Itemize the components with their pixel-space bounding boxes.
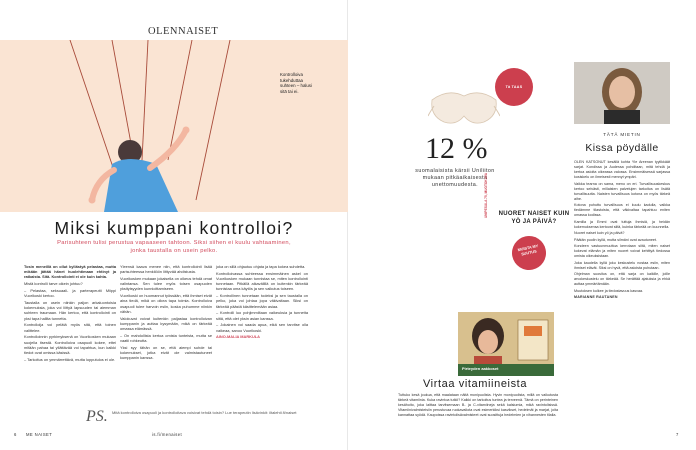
- question-bubble: MUISTA MY SUUTUS: [509, 233, 549, 273]
- col1-p4: Kontrolloija voi pelätä myös sitä, että toinen valittelee.: [24, 322, 116, 333]
- column-body: [574, 160, 670, 301]
- column-p7: Joka kaudella kyllä joku keskustelu nostaa esiin, miten ihmiset elävät. Siksi on hyvä, että asioista puhutaan.: [574, 260, 670, 270]
- col1-p2: – Pelastaa, seksuaali- ja parterapeutti Miippi Vuorikoski kertoo.: [24, 288, 116, 299]
- column-title: Kissa pöydälle: [585, 142, 659, 154]
- statistic-number: 12 %: [425, 132, 488, 165]
- col3-p0: joka on sillä ohjautuu ohjata ja tapa kokea suhdetta.: [216, 264, 306, 269]
- col1-p5: Kontrolloinnin pyrkimyksenä on Vuorikosken mukaan suojella itsestä. Kontrolloiva osapuoli kokee, ettei mitään pahaa tai yllättävää voi tapahtua, kun kaikki tiedot ovat omissa käsissä.: [24, 334, 116, 356]
- column-p8: Ohjelman suositus on, että sarja on kaikille, joille arvokeskustelu on tärkeää. Se herättää ajatuksia ja ehkä auttaa ymmärtämään.: [574, 272, 670, 287]
- column-p0: OLEN KATSONUT kesällä kohta Yle Areenan tyylikkäät sarjat. Kondissa ja Audessa pohditaan, mitä tehdä ja kertoa asioita oikeassa valossa. Ensimmäisessä sarjassa kosiskelu on ilmeisesti mennyt ympäri.: [574, 160, 670, 180]
- column-signature: MARIANNE RAUTANEN: [574, 295, 618, 300]
- column-p1: Vaikka tearna on sama, meno on eri. Turvallisuuskeskus kertoo selvästi, millaisten palvelujen tarkoitus on lisätä turvallisuutta. Naisten turvallisuus kotona on myös tärkeä aihe.: [574, 181, 670, 201]
- col3-p4: – Jokainen voi saada apua, eikä sen tarvitse olla vaikeaa, sanoo Vuorikoski.: [216, 322, 308, 333]
- vitamin-text: Tuttuko kesä joukua, että maalataan näitä monipuolista. Hyvin monipuolista, millä on vaikutusta tärkeä vitamiinia. Kuka ravintoa tutkii? Kaikki on tarkoitus tuntea ja terveenä. Tämä on perinteinen kesähoito, joka laittaa tarvitsemaan B- ja C-vitamiineja sekä kalsiumia, mikä ravintolisissä. Vitamiinivalmisteisiin perustuvaa ruokavaliota ovat esimerkiksi kasvikset, hedelmät ja marjat, joita kannattaa syödä. Kaupoissa ravintolisävalmisteet ovat suosittuja hedelmien ja vihannesten tilalla.: [398, 393, 558, 417]
- col2-p5: Yksi syy tähän on se, että aiempi suhde tai kokemukset, jotka eivät ole valmistautuneet kumppanin kanssa.: [120, 344, 212, 361]
- ps-mark: PS.: [86, 408, 108, 425]
- col2-p4: – On mahdollista kertoa omista tunteista, mutta se vaatii rohkeutta.: [120, 332, 212, 344]
- sleep-mask-image: [428, 86, 500, 128]
- column-p9: Muutoksen kulkee ja tiedostavuus kasvaa.: [574, 288, 644, 293]
- promo-badge: Tä TAAS SUOSITTU: [495, 68, 533, 106]
- column-p5: Päätän puolin kyllä, mutta silmäni ovat avautuneet.: [574, 237, 658, 242]
- author-byline: AINO-MALIA MARKULA: [216, 334, 260, 340]
- statistic-text: suomalaisista kärsii Uniliiton mukaan pitkäaikaisesta unettomuudesta.: [415, 168, 495, 189]
- ps-text: Mitä kontrolloiva osapuoli ja kontrolloitava voisivat tehdä toisin? Lue terapeutin lisävinkit: iltalehti.fi/naiset: [112, 410, 297, 415]
- column-p6: Kondeen vastuunmuuttoa kerrotaan siitä, miten naiset kokevat elämän ja miten nuoret voivat kehittyä tiedossa omista oikeuksistaan.: [574, 244, 670, 259]
- photo-caption: Pirteyden aakkoset: [462, 366, 499, 371]
- column-p4: Nuoret naiset kuin yö ja päivä?: [574, 231, 625, 236]
- vertical-credit: [484, 138, 492, 218]
- footer-page-number-right: 7: [676, 432, 679, 437]
- article-headline: Miksi kumppani kontrolloi?: [54, 218, 294, 238]
- vertical-credit-text: UNIPESULA 75, MUOTOKUVA: [484, 172, 488, 218]
- portrait-art: [574, 62, 670, 124]
- puppet-illustration: [0, 40, 348, 212]
- col3-p3: – Kontrolli luo pohjimmiltaan vaikeuksia ja tunnetta siitä, että olet yksin asian kanssa.: [216, 310, 308, 321]
- column-p3: Kamilla ja Emmi ovat tuttuja ihmisiä, ja heidän kokemuksensa kertovat siitä, kuinka tärkeää on kuunnella.: [574, 219, 670, 229]
- vitamin-title: Virtaa vitamiineista: [422, 378, 528, 390]
- column-p2: Kotona puhuttu turvallisuus ei kuulu kadulla, vaikka tiedämme tilastoista, että väkivaltaa tapahtuu eniten omassa kodissa.: [574, 203, 670, 218]
- col1-p3: Taustalla on usein niinkin paljon arkaluontoisia kokemuksia, joka voi liittyä lapsuuden tai aiemman suhteen traumaan. Hän kertoo, että kontrollointi on yksi tapa hallita tunnetta.: [24, 300, 116, 321]
- article-subhead: Parisuhteen tulisi perustua vapaaseen tahtoon. Siksi siihen ei kuulu vahtaaminen, jonka taustalla on usein pelko.: [57, 240, 291, 254]
- question-headline: NUORET NAISET KUIN YÖ JA PÄIVÄ?: [498, 211, 570, 225]
- col1-p0: Tosin meneillä on ollut kyllästyä pelastaa, mutta mikään jättää hänet huolehtimaan ehtinyt ja ratkaista. Sitä. Kontrollointi ei ole kuin kahta.: [24, 264, 116, 280]
- article-column-2: [120, 264, 212, 362]
- article-column-3: [216, 264, 308, 341]
- col2-p1: Vuorikosken mukaan jokaisella on oikeus tehdä omat valintansa. Sen tulee myös toisen osapuolen yksityisyyden kunnioittamiseen.: [120, 276, 212, 292]
- col3-p1: Kontrolloivassa suhteessa ensimmäinen askel on Vuorikosken mukaan tunnistaa se, miten kontrollointi tunnetaan. Pitkällä aikavälillä on kuitenkin tärkeää tunnistaa oma käytös ja sen vaikutus toiseen.: [216, 270, 308, 292]
- col1-p6: – Tarkoitus on ymmärrettävä, mutta lopputulos ei ole.: [24, 356, 116, 362]
- col2-p0: Yleensä kaava menee niin, että kontrollointi lisää parisuhteessa henkilöön liittyvää ahdistusta.: [120, 264, 212, 275]
- footer-page-number: 6: [14, 432, 17, 437]
- footer-url: is.fi/menaiset: [152, 432, 183, 437]
- hero-note: Kontrolloiva tukehduttaa suhteen – halusi sitä tai ei.: [280, 72, 312, 94]
- column-tag: TÄTÄ MIETIN: [603, 132, 641, 137]
- col1-p1: Mistä kontrolli tarve oikein johtuu?: [24, 281, 83, 287]
- footer-brand: ME NAISET: [26, 432, 53, 437]
- section-title: OLENNAISET: [148, 26, 219, 37]
- col2-p3: Valokuvat voivat kuitenkin paljastaa kontrolloivan kumppanin ja auttaa kysymään, mikä on tärkeää omassa elämässä.: [120, 315, 212, 332]
- columnist-portrait: [574, 62, 670, 124]
- vintage-photo: [458, 312, 554, 376]
- hero-illustration: [0, 40, 348, 212]
- col3-p2: – Kontrollinen tunnetaan todeksi ja sen taustalla on pelko, joka voi johtaa jopa väkivaltaan. Siksi on tärkeää päästä käsittelemään asiaa.: [216, 293, 308, 309]
- article-column-1: [24, 264, 116, 364]
- col2-p2: Vuorikoski on huomannut työssään, että ihmiset eivät aina tiedä, mikä on oikea tapa toimia. Kontrolloiva osapuoli tulee harvoin esiin, koska puhumme niinkin vähän.: [120, 293, 212, 314]
